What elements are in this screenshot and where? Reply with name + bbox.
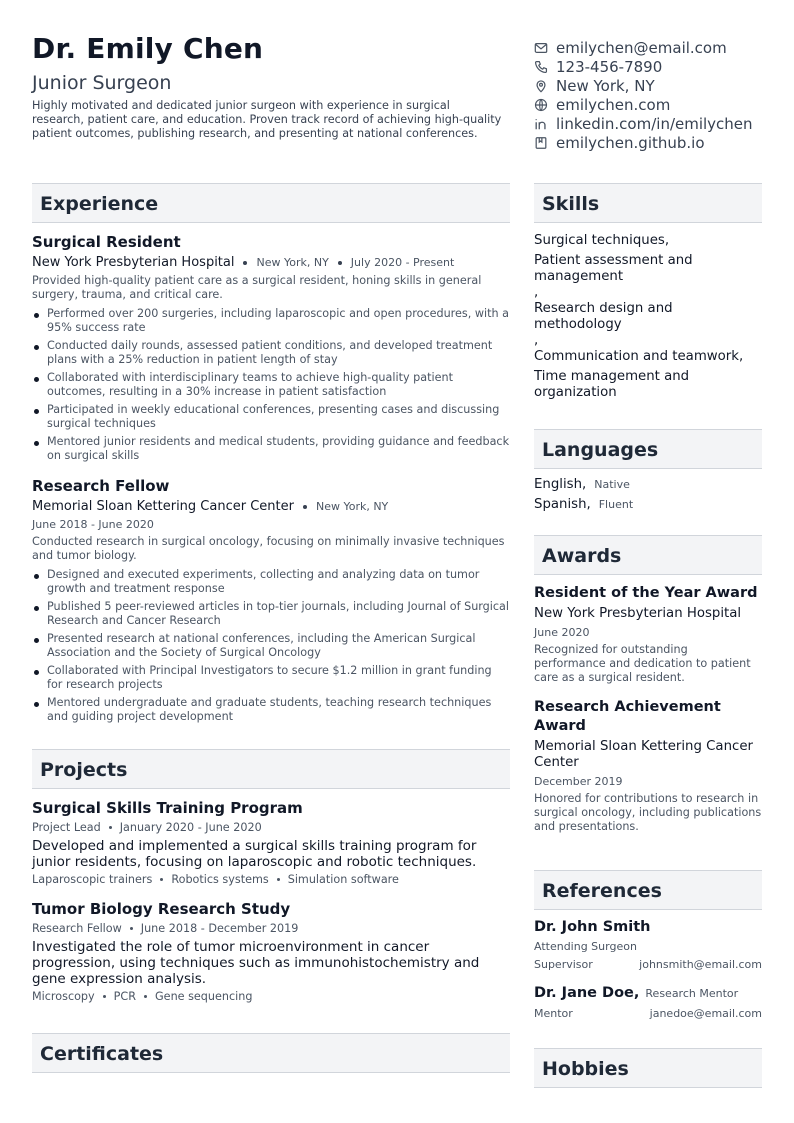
phone-icon xyxy=(534,60,548,74)
reference-relation: Supervisor xyxy=(534,958,593,971)
job-bullets xyxy=(32,307,510,463)
project-role: Project Lead xyxy=(32,821,101,834)
separator-dot xyxy=(130,927,133,930)
projects-heading: Projects xyxy=(32,749,510,789)
job-bullets xyxy=(32,568,510,724)
award-org: New York Presbyterian Hospital xyxy=(534,606,742,621)
globe-icon xyxy=(534,98,548,112)
contact-email[interactable] xyxy=(534,38,784,57)
candidate-name: Dr. Emily Chen xyxy=(32,32,264,65)
project-tag: Simulation software xyxy=(287,873,399,886)
bullet-item: Participated in weekly educational conferences, presenting cases and discussing surgical techniques xyxy=(32,403,510,431)
project-meta xyxy=(32,821,510,834)
hobbies-heading: Hobbies xyxy=(534,1048,762,1088)
separator-dot xyxy=(160,878,163,881)
skill-separator: , xyxy=(534,285,539,300)
awards-heading: Awards xyxy=(534,535,762,575)
award-date: June 2020 xyxy=(534,626,590,639)
reference-email[interactable]: janedoe@email.com xyxy=(649,1007,762,1020)
award-item xyxy=(534,698,762,834)
reference-item xyxy=(534,985,762,1020)
project-dates: June 2018 - December 2019 xyxy=(140,922,299,935)
hobbies-section xyxy=(534,1048,762,1088)
reference-item xyxy=(534,919,762,971)
award-title: Resident of the Year Award xyxy=(534,585,758,601)
job-meta xyxy=(32,255,510,270)
job-location: New York, NY xyxy=(315,500,389,513)
project-description: Investigated the role of tumor microenvironment in cancer progression, using techniques such as immunohistochemistry and gene expression analysis. xyxy=(32,939,480,987)
bullet-item: Collaborated with Principal Investigators to secure $1.2 million in grant funding for research projects xyxy=(32,664,510,692)
separator-dot xyxy=(103,995,106,998)
skill-item: Communication and teamwork, xyxy=(534,349,744,364)
award-description: Recognized for outstanding performance and dedication to patient care as a surgical resident. xyxy=(534,643,751,684)
experience-item xyxy=(32,233,510,463)
contact-phone-text: 123-456-7890 xyxy=(556,57,663,76)
contact-website-text: emilychen.com xyxy=(556,95,671,114)
experience-item xyxy=(32,477,510,724)
project-tag: Microscopy xyxy=(32,990,95,1003)
language-name: Spanish, xyxy=(534,497,591,512)
award-date: December 2019 xyxy=(534,775,623,788)
contact-list xyxy=(534,38,784,152)
languages-heading: Languages xyxy=(534,429,762,469)
project-tags xyxy=(32,873,510,886)
project-dates: January 2020 - June 2020 xyxy=(119,821,262,834)
bullet-item: Designed and executed experiments, collecting and analyzing data on tumor growth and treatment response xyxy=(32,568,510,596)
separator-dot xyxy=(338,261,342,265)
project-tags xyxy=(32,990,510,1003)
reference-title: Research Mentor xyxy=(645,987,739,1000)
skills-heading: Skills xyxy=(534,183,762,223)
reference-contact-row xyxy=(534,1007,762,1020)
project-meta xyxy=(32,922,510,935)
contact-phone[interactable] xyxy=(534,57,784,76)
project-title: Surgical Skills Training Program xyxy=(32,799,303,817)
separator-dot xyxy=(109,826,112,829)
project-tag: Laparoscopic trainers xyxy=(32,873,153,886)
languages-list xyxy=(534,477,762,517)
linkedin-icon xyxy=(534,117,548,131)
bullet-item: Conducted daily rounds, assessed patient conditions, and developed treatment plans with a 25% reduction in patient length of stay xyxy=(32,339,510,367)
separator-dot xyxy=(277,878,280,881)
certificates-section xyxy=(32,1033,510,1073)
project-tag: Robotics systems xyxy=(171,873,269,886)
project-title: Tumor Biology Research Study xyxy=(32,900,291,918)
references-heading: References xyxy=(534,870,762,910)
project-role: Research Fellow xyxy=(32,922,122,935)
award-title: Research Achievement Award xyxy=(534,699,721,734)
skills-section xyxy=(534,183,762,401)
bullet-item: Collaborated with interdisciplinary teams to achieve high-quality patient outcomes, resulting in a 30% increase in patient satisfaction xyxy=(32,371,510,399)
languages-section xyxy=(534,429,762,517)
profile-summary: Highly motivated and dedicated junior surgeon with experience in surgical research, patient care, and education. Proven track record of achieving high-quality patient outcomes, publishing research, and presenting at national conferences. xyxy=(32,99,502,140)
job-dates: July 2020 - Present xyxy=(350,256,455,269)
project-item xyxy=(32,799,510,886)
candidate-role: Junior Surgeon xyxy=(32,72,172,94)
separator-dot xyxy=(303,505,307,509)
job-org: New York Presbyterian Hospital xyxy=(32,255,235,270)
contact-website[interactable] xyxy=(534,95,784,114)
contact-github-text: emilychen.github.io xyxy=(556,133,705,152)
language-item xyxy=(534,477,762,497)
job-org: Memorial Sloan Kettering Cancer Center xyxy=(32,499,294,514)
skill-item: Time management and organization xyxy=(534,369,690,400)
contact-location xyxy=(534,76,784,95)
language-item xyxy=(534,497,762,517)
skill-item: Patient assessment and management xyxy=(534,253,693,284)
job-dates: June 2018 - June 2020 xyxy=(32,518,154,531)
language-name: English, xyxy=(534,477,587,492)
project-tag: PCR xyxy=(113,990,137,1003)
contact-location-text: New York, NY xyxy=(556,76,655,95)
language-level: Fluent xyxy=(598,498,634,511)
language-level: Native xyxy=(594,478,630,491)
experience-heading: Experience xyxy=(32,183,510,223)
separator-dot xyxy=(144,995,147,998)
reference-header-row xyxy=(534,985,762,1001)
job-title: Surgical Resident xyxy=(32,233,181,251)
reference-email[interactable]: johnsmith@email.com xyxy=(639,958,762,971)
job-location: New York, NY xyxy=(256,256,329,269)
reference-name: Dr. Jane Doe, xyxy=(534,985,640,1001)
job-meta xyxy=(32,499,510,514)
reference-relation: Mentor xyxy=(534,1007,573,1020)
award-item xyxy=(534,584,762,685)
project-item xyxy=(32,900,510,1003)
project-description: Developed and implemented a surgical skills training program for junior residents, focusing on laparoscopic and robotic techniques. xyxy=(32,838,477,870)
mail-icon xyxy=(534,41,548,55)
bullet-item: Presented research at national conferences, including the American Surgical Association and the Society of Surgical Oncology xyxy=(32,632,510,660)
bullet-item: Mentored junior residents and medical students, providing guidance and feedback on surgical skills xyxy=(32,435,510,463)
reference-contact-row xyxy=(534,958,762,971)
project-tag: Gene sequencing xyxy=(155,990,253,1003)
map-pin-icon xyxy=(534,79,548,93)
separator-dot xyxy=(243,261,247,265)
bullet-item: Mentored undergraduate and graduate students, teaching research techniques and guiding project development xyxy=(32,696,510,724)
reference-name: Dr. John Smith xyxy=(534,919,651,935)
references-section xyxy=(534,870,762,1020)
skill-item: Research design and methodology xyxy=(534,301,673,332)
skills-list xyxy=(534,233,762,401)
job-description: Provided high-quality patient care as a surgical resident, honing skills in general surgery, trauma, and critical care. xyxy=(32,274,482,301)
experience-section xyxy=(32,183,510,728)
job-title: Research Fellow xyxy=(32,477,170,495)
bookmark-page-icon xyxy=(534,136,548,150)
certificates-heading: Certificates xyxy=(32,1033,510,1073)
contact-email-text: emilychen@email.com xyxy=(556,38,727,57)
contact-linkedin[interactable] xyxy=(534,114,784,133)
bullet-item: Published 5 peer-reviewed articles in top-tier journals, including Journal of Surgical Research and Cancer Research xyxy=(32,600,510,628)
award-description: Honored for contributions to research in surgical oncology, including publications and presentations. xyxy=(534,792,762,833)
reference-title: Attending Surgeon xyxy=(534,940,637,953)
contact-linkedin-text: linkedin.com/in/emilychen xyxy=(556,114,753,133)
bullet-item: Performed over 200 surgeries, including laparoscopic and open procedures, with a 95% success rate xyxy=(32,307,510,335)
awards-section xyxy=(534,535,762,834)
award-org: Memorial Sloan Kettering Cancer Center xyxy=(534,739,753,770)
contact-github[interactable] xyxy=(534,133,784,152)
job-description: Conducted research in surgical oncology, focusing on minimally invasive techniques and tumor biology. xyxy=(32,535,505,562)
skill-item: Surgical techniques, xyxy=(534,233,670,248)
skill-separator: , xyxy=(534,333,539,348)
projects-section xyxy=(32,749,510,1003)
